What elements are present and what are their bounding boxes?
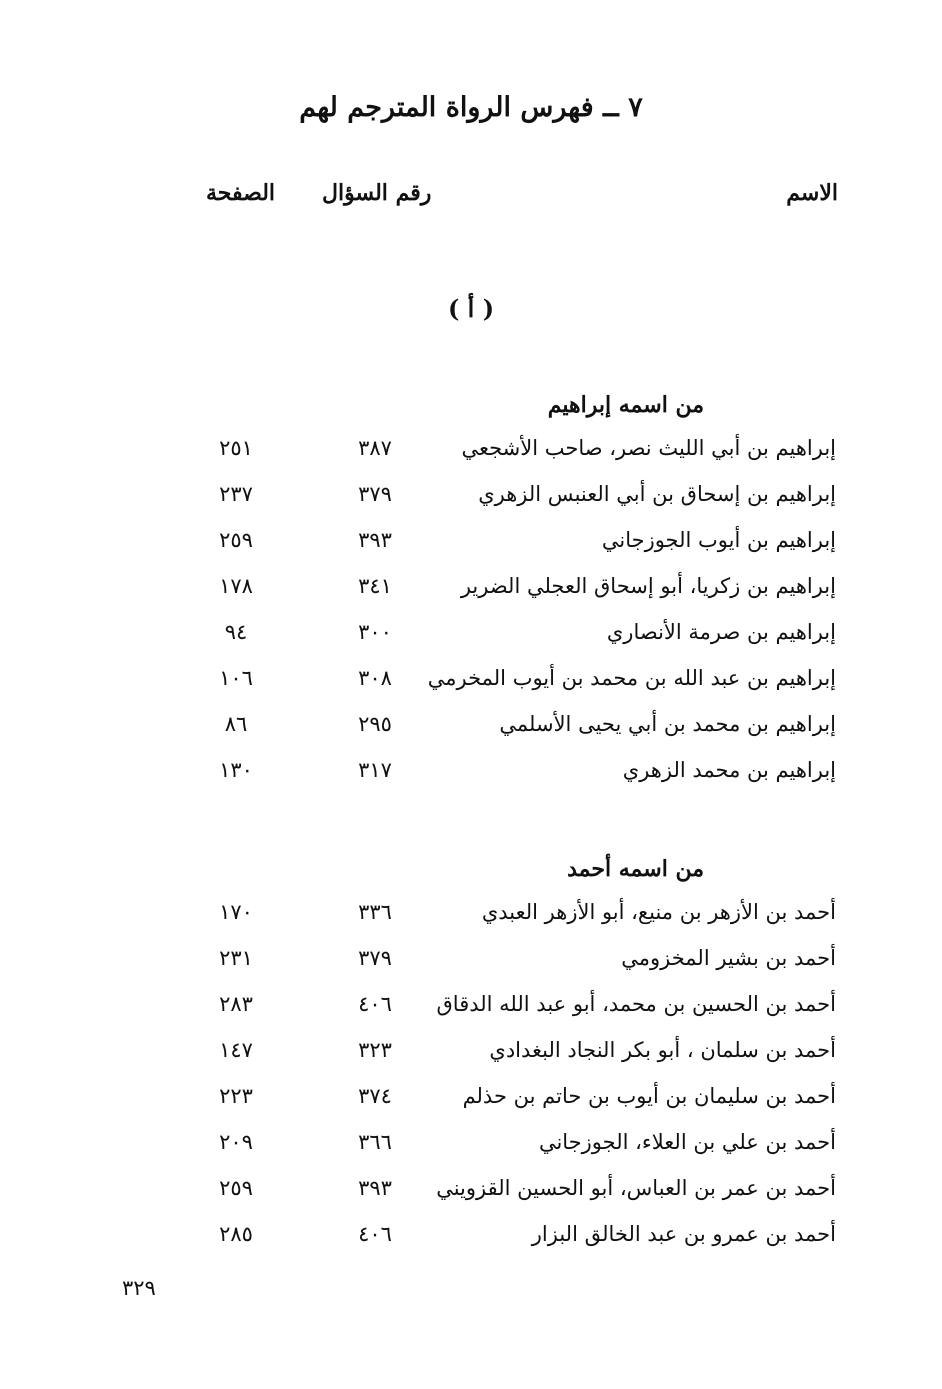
table-row	[0, 992, 942, 1038]
table-row	[0, 666, 942, 712]
entry-name: أحمد بن الأزهر بن منيع، أبو الأزهر العبدي	[481, 900, 836, 924]
entry-question-number: ٣٠٠	[358, 620, 392, 644]
entry-question-number: ٣١٧	[358, 758, 392, 782]
entry-name: إبراهيم بن محمد الزهري	[622, 758, 836, 782]
entry-question-number: ٣٠٨	[358, 666, 392, 690]
column-header-page: الصفحة	[206, 180, 276, 206]
entry-name: أحمد بن علي بن العلاء، الجوزجاني	[538, 1130, 836, 1154]
entry-name: أحمد بن الحسين بن محمد، أبو عبد الله الدقاق	[436, 992, 836, 1016]
entry-question-number: ٣٣٦	[358, 900, 392, 924]
entry-page: ٢٠٩	[219, 1130, 253, 1154]
entry-question-number: ٣٧٩	[358, 482, 392, 506]
entry-name: إبراهيم بن صرمة الأنصاري	[606, 620, 836, 644]
table-row	[0, 436, 942, 482]
entry-question-number: ٣٤١	[358, 574, 392, 598]
entry-page: ٩٤	[224, 620, 248, 644]
entry-question-number: ٣٨٧	[358, 436, 392, 460]
table-row	[0, 1176, 942, 1222]
table-row	[0, 758, 942, 804]
entry-name: أحمد بن عمرو بن عبد الخالق البزار	[531, 1222, 836, 1246]
entry-name: إبراهيم بن إسحاق بن أبي العنبس الزهري	[478, 482, 836, 506]
entry-page: ٨٦	[224, 712, 248, 736]
entry-page: ٢٥٩	[219, 1176, 253, 1200]
entry-question-number: ٣٦٦	[358, 1130, 392, 1154]
entry-page: ١٤٧	[219, 1038, 253, 1062]
entry-name: أحمد بن بشير المخزومي	[621, 946, 836, 970]
entry-page: ١٧٨	[219, 574, 253, 598]
entry-name: إبراهيم بن زكريا، أبو إسحاق العجلي الضرير	[460, 574, 836, 598]
entry-question-number: ٢٩٥	[358, 712, 392, 736]
entry-name: إبراهيم بن أبي الليث نصر، صاحب الأشجعي	[461, 436, 836, 460]
entry-name: إبراهيم بن عبد الله بن محمد بن أيوب المخرمي	[427, 666, 836, 690]
letter-heading: ( أ )	[447, 294, 495, 323]
entry-name: إبراهيم بن محمد بن أبي يحيى الأسلمي	[499, 712, 836, 736]
table-row	[0, 900, 942, 946]
page-title: ٧ ــ فهرس الرواة المترجم لهم	[299, 92, 643, 123]
entry-question-number: ٣٧٤	[358, 1084, 392, 1108]
entry-name: أحمد بن سليمان بن أيوب بن حاتم بن حذلم	[462, 1084, 836, 1108]
table-row	[0, 1130, 942, 1176]
table-row	[0, 1084, 942, 1130]
entry-name: إبراهيم بن أيوب الجوزجاني	[601, 528, 836, 552]
entry-page: ٢٣٧	[219, 482, 253, 506]
table-row	[0, 1038, 942, 1084]
entry-page: ٢٥١	[219, 436, 253, 460]
entry-question-number: ٣٩٣	[358, 528, 392, 552]
table-row	[0, 1222, 942, 1268]
entry-page: ١٠٦	[219, 666, 253, 690]
entry-question-number: ٤٠٦	[358, 1222, 392, 1246]
entry-name: أحمد بن عمر بن العباس، أبو الحسين القزويني	[436, 1176, 836, 1200]
entry-page: ٢٣١	[219, 946, 253, 970]
table-row	[0, 528, 942, 574]
page-number: ٣٢٩	[122, 1276, 156, 1300]
entry-page: ٢٥٩	[219, 528, 253, 552]
entry-page: ٢٢٣	[219, 1084, 253, 1108]
entry-page: ١٧٠	[219, 900, 253, 924]
table-row	[0, 482, 942, 528]
section-heading: من اسمه أحمد	[567, 856, 704, 882]
entry-question-number: ٣٢٣	[358, 1038, 392, 1062]
entry-question-number: ٣٧٩	[358, 946, 392, 970]
entry-page: ٢٨٣	[219, 992, 253, 1016]
section-heading: من اسمه إبراهيم	[547, 392, 704, 418]
column-header-name: الاسم	[786, 180, 838, 206]
table-row	[0, 620, 942, 666]
entry-name: أحمد بن سلمان ، أبو بكر النجاد البغدادي	[489, 1038, 836, 1062]
table-row	[0, 946, 942, 992]
entry-question-number: ٣٩٣	[358, 1176, 392, 1200]
table-row	[0, 712, 942, 758]
column-header-question-number: رقم السؤال	[322, 180, 432, 206]
entry-page: ٢٨٥	[219, 1222, 253, 1246]
entry-question-number: ٤٠٦	[358, 992, 392, 1016]
entry-page: ١٣٠	[219, 758, 253, 782]
table-row	[0, 574, 942, 620]
